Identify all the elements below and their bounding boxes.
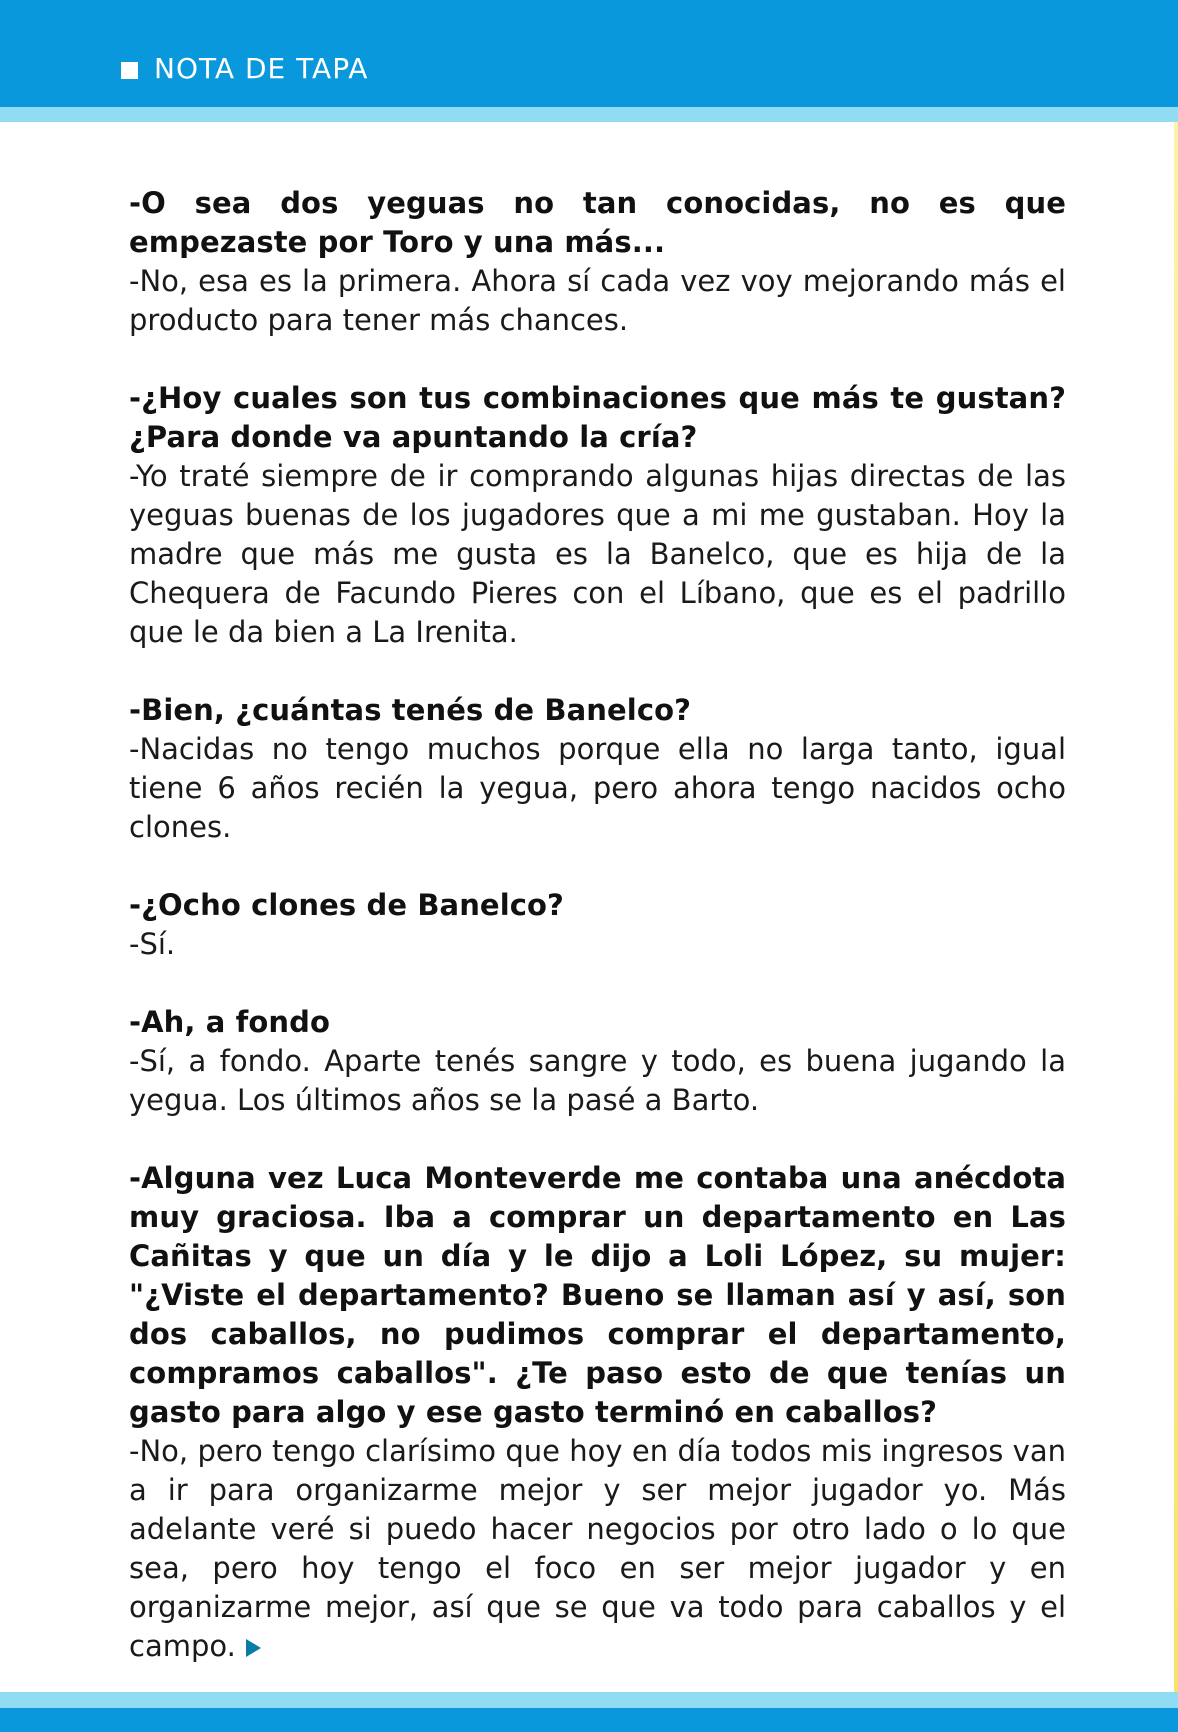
interview-answer-final bbox=[129, 1432, 1066, 1666]
qa-block bbox=[129, 379, 1066, 652]
interview-answer: -No, esa es la primera. Ahora sí cada vez voy mejorando más el producto para tener más chances. bbox=[129, 264, 1066, 337]
header-accent-stripe bbox=[0, 107, 1178, 122]
section-square-icon bbox=[121, 62, 138, 79]
interview-question: -O sea dos yeguas no tan conocidas, no es que empezaste por Toro y una más... bbox=[129, 186, 1066, 259]
interview-question: -¿Ocho clones de Banelco? bbox=[129, 888, 564, 922]
interview-question: -Alguna vez Luca Monteverde me contaba una anécdota muy graciosa. Iba a comprar un departamento en Las Cañitas y que un día y le dijo a Loli López, su mujer: "¿Viste el departamento? Bueno se llaman así y así, son dos caballos, no pudimos comprar el departamento, compramos caballos". ¿Te paso esto de que tenías un gasto para algo y ese gasto terminó en caballos? bbox=[129, 1161, 1066, 1429]
interview-question: -Ah, a fondo bbox=[129, 1005, 330, 1039]
qa-block bbox=[129, 184, 1066, 340]
interview-question: -Bien, ¿cuántas tenés de Banelco? bbox=[129, 693, 692, 727]
continue-arrow-icon bbox=[246, 1639, 261, 1657]
page-footer bbox=[0, 1708, 1178, 1732]
section-label: NOTA DE TAPA bbox=[154, 52, 369, 85]
interview-answer: -Sí, a fondo. Aparte tenés sangre y todo, es buena jugando la yegua. Los últimos años se la pasé a Barto. bbox=[129, 1044, 1066, 1117]
footer-accent-stripe bbox=[0, 1692, 1178, 1708]
qa-block bbox=[129, 886, 1066, 964]
page-edge bbox=[1174, 122, 1178, 1692]
interview-answer-text: -No, pero tengo clarísimo que hoy en día todos mis ingresos van a ir para organizarme mejor y ser mejor jugador yo. Más adelante veré si puedo hacer negocios por otro lado o lo que sea, pero hoy tengo el foco en ser mejor jugador y en organizarme mejor, así que se que va todo para caballos y el campo. bbox=[129, 1434, 1066, 1663]
interview-answer: -Sí. bbox=[129, 927, 176, 961]
qa-block bbox=[129, 1003, 1066, 1120]
qa-block bbox=[129, 691, 1066, 847]
qa-block bbox=[129, 1159, 1066, 1666]
article-body bbox=[129, 184, 1066, 1705]
interview-answer: -Nacidas no tengo muchos porque ella no larga tanto, igual tiene 6 años recién la yegua, pero ahora tengo nacidos ocho clones. bbox=[129, 732, 1066, 844]
interview-question: -¿Hoy cuales son tus combinaciones que más te gustan? ¿Para donde va apuntando la cría? bbox=[129, 381, 1066, 454]
interview-answer: -Yo traté siempre de ir comprando algunas hijas directas de las yeguas buenas de los jugadores que a mi me gustaban. Hoy la madre que más me gusta es la Banelco, que es hija de la Chequera de Facundo Pieres con el Líbano, que es el padrillo que le da bien a La Irenita. bbox=[129, 459, 1066, 649]
